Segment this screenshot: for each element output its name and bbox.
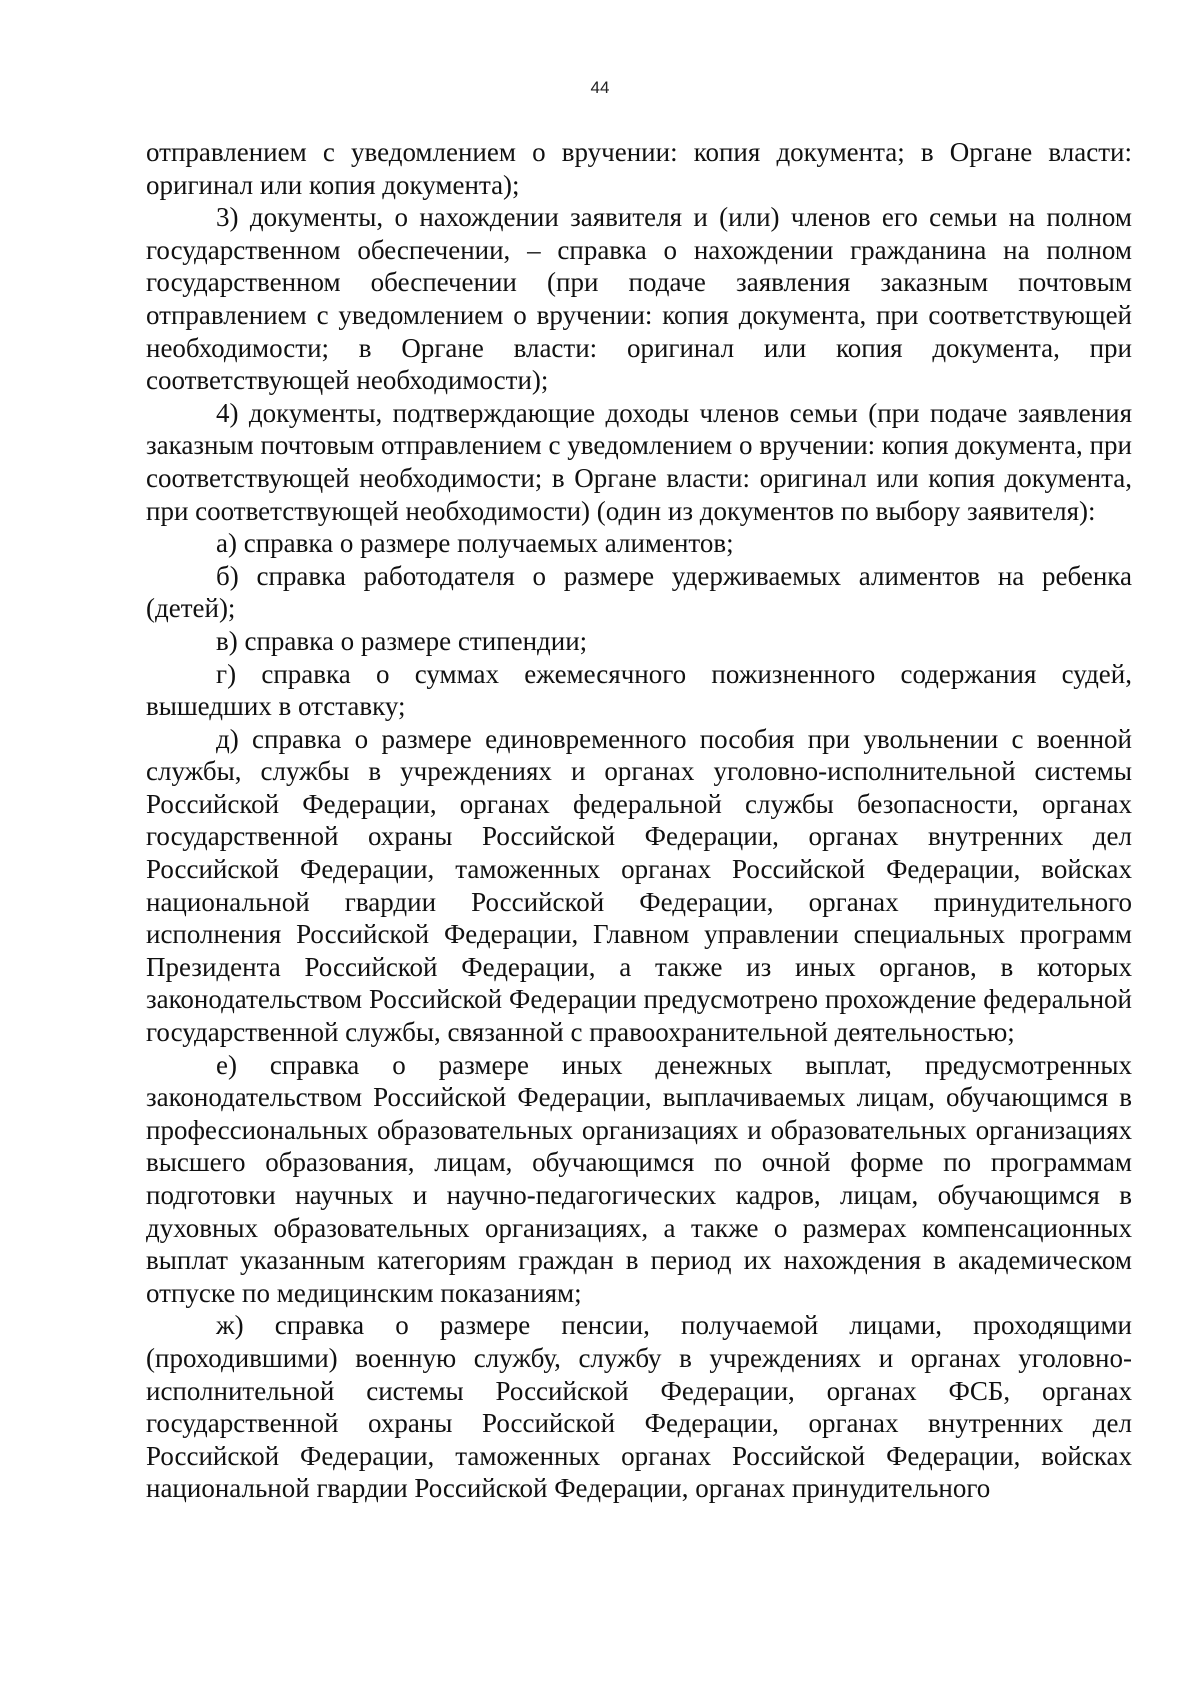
page-number: 44 <box>590 78 610 97</box>
paragraph-subitem-v: в) справка о размере стипендии; <box>216 625 588 656</box>
paragraph-subitem-g: г) справка о суммах ежемесячного пожизненного содержания судей, вышедших в отставку; <box>146 658 1132 722</box>
paragraph-subitem-a: а) справка о размере получаемых алиментов; <box>216 528 734 559</box>
paragraph-subitem-b: б) справка работодателя о размере удерживаемых алиментов на ребенка (детей); <box>146 560 1132 624</box>
paragraph-subitem-d: д) справка о размере единовременного пособия при увольнении с военной службы, службы в учреждениях и органах уголовно-исполнительной системы Российской Федерации, органах федеральной службы безопасности, органах государственной охраны Российской Федерации, органах внутренних дел Российской Федерации, таможенных органах Российской Федерации, войсках национальной гвардии Российской Федерации, органах принудительного исполнения Российской Федерации, Главном управлении специальных программ Президента Российской Федерации, а также из иных органов, в которых законодательством Российской Федерации предусмотрено прохождение федеральной государственной службы, связанной с правоохранительной деятельностью; <box>146 723 1132 1048</box>
paragraph-subitem-e: е) справка о размере иных денежных выплат, предусмотренных законодательством Российской Федерации, выплачиваемых лицам, обучающимся в профессиональных образовательных организациях и образовательных организациях высшего образования, лицам, обучающимся по очной форме по программам подготовки научных и научно-педагогических кадров, лицам, обучающимся в духовных образовательных организациях, а также о размерах компенсационных выплат указанным категориям граждан в период их нахождения в академическом отпуске по медицинским показаниям; <box>146 1049 1132 1308</box>
paragraph-subitem-zh: ж) справка о размере пенсии, получаемой лицами, проходящими (проходившими) военную службу, службу в учреждениях и органах уголовно-исполнительной системы Российской Федерации, органах ФСБ, органах государственной охраны Российской Федерации, органах внутренних дел Российской Федерации, таможенных органах Российской Федерации, войсках национальной гвардии Российской Федерации, органах принудительного <box>146 1310 1132 1504</box>
paragraph-item-4: 4) документы, подтверждающие доходы членов семьи (при подаче заявления заказным почтовым отправлением с уведомлением о вручении: копия документа, при соответствующей необходимости; в Органе власти: оригинал или копия документа, при соответствующей необходимости) (один из документов по выбору заявителя): <box>146 397 1132 526</box>
paragraph-continuation: отправлением с уведомлением о вручении: копия документа; в Органе власти: оригинал или копия документа); <box>146 137 1132 200</box>
paragraph-item-3: 3) документы, о нахождении заявителя и (или) членов его семьи на полном государственном обеспечении, – справка о нахождении гражданина на полном государственном обеспечении (при подаче заявления заказным почтовым отправлением с уведомлением о вручении: копия документа, при соответствующей необходимости; в Органе власти: оригинал или копия документа, при соответствующей необходимости); <box>146 202 1132 396</box>
document-body <box>146 136 1132 1505</box>
